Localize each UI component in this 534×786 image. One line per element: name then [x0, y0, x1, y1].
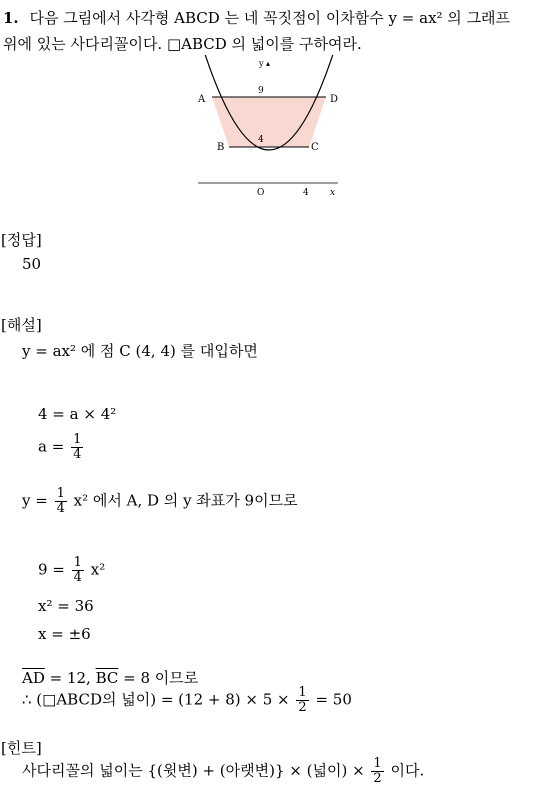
top-width-label: 9 — [258, 86, 264, 96]
answer-value: 50 — [22, 255, 42, 273]
answer-label: [정답] — [1, 231, 42, 249]
point-d-label: D — [330, 94, 339, 105]
segment-bc-label: $\overline{BC}$ — [95, 669, 119, 687]
step-2-pre: y = — [22, 491, 48, 510]
fraction-numerator: 1 — [56, 486, 65, 501]
step-2-post: x² 에서 A, D 의 y 좌표가 9이므로 — [73, 491, 298, 510]
area-result — [22, 686, 352, 715]
hint-text — [22, 757, 424, 786]
equation-3-post: x² — [90, 560, 106, 579]
fraction-denominator: 4 — [73, 447, 82, 462]
segment-bc-value: = 8 이므로 — [118, 669, 199, 687]
hint-fraction — [371, 757, 383, 786]
hint-label: [힌트] — [1, 739, 42, 757]
segment-ad-value: = 12, — [44, 669, 96, 687]
y-axis-label: y — [259, 59, 264, 68]
segment-ad-label: $\overline{AD}$ — [22, 669, 45, 687]
equation-4: x² = 36 — [38, 597, 94, 615]
fraction-denominator: 2 — [298, 700, 307, 715]
problem-text-2: 위에 있는 사다리꼴이다. □ABCD 의 넓이를 구하여라. — [3, 35, 362, 53]
equation-2-lhs: a = — [38, 437, 65, 456]
equation-3-fraction — [72, 556, 84, 585]
solution-step-2 — [22, 487, 298, 516]
bottom-width-label: 4 — [258, 135, 264, 145]
fraction-denominator: 2 — [373, 771, 382, 786]
fraction-denominator: 4 — [73, 570, 82, 585]
equation-3-lhs: 9 = — [38, 560, 65, 579]
problem-text-1: 다음 그림에서 사각형 ABCD 는 네 꼭짓점이 이차함수 y = ax² 의 그래프 — [29, 9, 511, 27]
x-axis-label: x — [330, 188, 336, 198]
equation-2 — [38, 433, 85, 462]
point-b-label: B — [217, 142, 225, 153]
area-post: = 50 — [315, 690, 352, 709]
parabola-figure — [190, 55, 350, 205]
fraction-numerator: 1 — [73, 555, 82, 570]
solution-step-1: y = ax² 에 점 C (4, 4) 를 대입하면 — [22, 342, 258, 360]
y-axis-arrow: ▴ — [266, 59, 271, 68]
problem-line-1 — [3, 7, 510, 28]
point-c-label: C — [311, 142, 319, 153]
area-fraction — [296, 686, 308, 715]
solution-label: [해설] — [1, 316, 42, 334]
segment-lengths — [22, 667, 198, 688]
fraction-denominator: 4 — [56, 501, 65, 516]
fraction-numerator: 1 — [73, 432, 82, 447]
equation-5: x = ±6 — [38, 625, 91, 643]
hint-pre: 사다리꼴의 넓이는 {(윗변) + (아랫변)} × (넓이) × — [22, 761, 365, 780]
fraction-one-quarter — [71, 433, 83, 462]
equation-1: 4 = a × 4² — [38, 405, 117, 423]
problem-number: 1. — [3, 9, 19, 27]
step-2-fraction — [55, 487, 67, 516]
fraction-numerator: 1 — [373, 756, 382, 771]
tick-x-label: 4 — [303, 188, 309, 198]
hint-post: 이다. — [390, 761, 425, 780]
area-pre: ∴ (□ABCD의 넓이) = (12 + 8) × 5 × — [22, 690, 290, 709]
equation-3 — [38, 556, 105, 585]
origin-label: O — [257, 188, 265, 198]
fraction-numerator: 1 — [298, 685, 307, 700]
point-a-label: A — [198, 94, 206, 105]
trapezoid-fill — [212, 97, 326, 147]
